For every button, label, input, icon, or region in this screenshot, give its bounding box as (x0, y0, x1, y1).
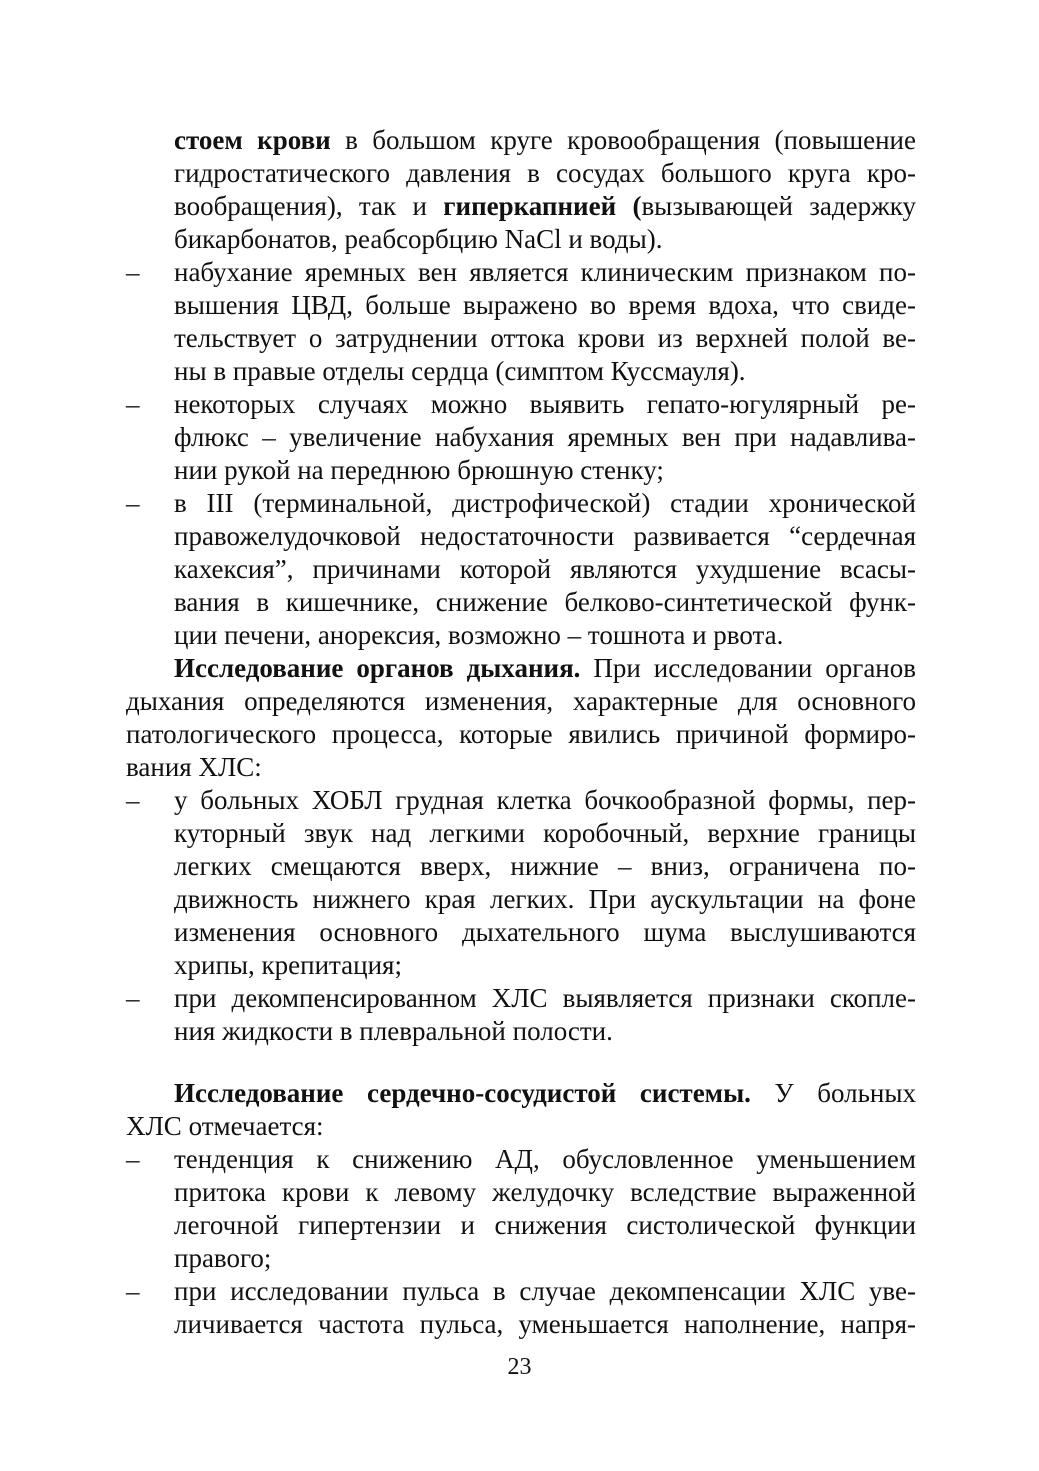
list-item: – у больных ХОБЛ грудная клетка бочкообразной формы, пер- куторный звук над легкими коробочный, верхние границы легких смещаются вверх, нижние – вниз, ограничена по- движность нижнего края легких. При аускультации на фоне изменения основного дыхательного шума выслушиваются хрипы, крепитация; (126, 785, 916, 980)
list-item: – при декомпенсированном ХЛС выявляется признаки скопле- ния жидкости в плевральной полости. (126, 983, 916, 1046)
continuation-line-3: вообращения), так и гиперкапнией (вызывающей задержку (174, 191, 916, 221)
dash-bullet: – (126, 257, 140, 287)
body-text (126, 124, 916, 1341)
page-number: 23 (507, 1354, 532, 1380)
list-item: – некоторых случаях можно выявить гепато-югулярный ре- флюкс – увеличение набухания яремных вен при надавлива- нии рукой на переднюю брюшную стенку; (126, 389, 916, 485)
list-1 (126, 256, 916, 652)
bold-term: гиперкапнией ( (443, 191, 642, 221)
dash-bullet: – (126, 1276, 140, 1306)
list-item: – набухание яремных вен является клиническим признаком по- вышения ЦВД, больше выражено во время вдоха, что свиде- тельствует о затруднении оттока крови из верхней полой ве- ны в правые отделы сердца (симптом Куссмауля). (126, 257, 916, 386)
continuation-line-2: гидростатического давления в сосудах большого круга кро- (174, 158, 916, 188)
dash-bullet: – (126, 389, 140, 419)
list-item: – в III (терминальной, дистрофической) стадии хронической правожелудочковой недостаточности развивается “сердечная кахексия”, причинами которой являются ухудшение всасы- вания в кишечнике, снижение белково-синтетической функ- ции печени, анорексия, возможно – тошнота и рвота. (126, 488, 916, 650)
bold-term: стоем крови (174, 125, 331, 155)
section-heading: Исследование сердечно-сосудистой системы. (174, 1078, 751, 1108)
respiratory-section: Исследование органов дыхания. При исследовании органов дыхания определяются изменения, характерные для основного патологического процесса, которые явились причиной формиро- вания ХЛС: (126, 653, 916, 782)
dash-bullet: – (126, 1144, 140, 1174)
continuation-line-1: стоем крови в большом круге кровообращения (повышение (174, 125, 916, 155)
section-heading: Исследование органов дыхания. (174, 653, 581, 683)
cardiovascular-section: Исследование сердечно-сосудистой системы. У больных ХЛС отмечается: (126, 1078, 916, 1141)
section-gap (126, 1048, 916, 1077)
dash-bullet: – (126, 488, 140, 518)
dash-bullet: – (126, 983, 140, 1013)
dash-bullet: – (126, 785, 140, 815)
list-2 (126, 784, 916, 1048)
list-item: – при исследовании пульса в случае декомпенсации ХЛС уве- личивается частота пульса, уменьшается наполнение, напря- (126, 1276, 916, 1339)
list-3 (126, 1143, 916, 1341)
continuation-line-4: бикарбонатов, реабсорбцию NaCl и воды). (174, 224, 663, 254)
list-item: – тенденция к снижению АД, обусловленное уменьшением притока крови к левому желудочку вследствие выраженной легочной гипертензии и снижения систолической функции правого; (126, 1144, 916, 1273)
